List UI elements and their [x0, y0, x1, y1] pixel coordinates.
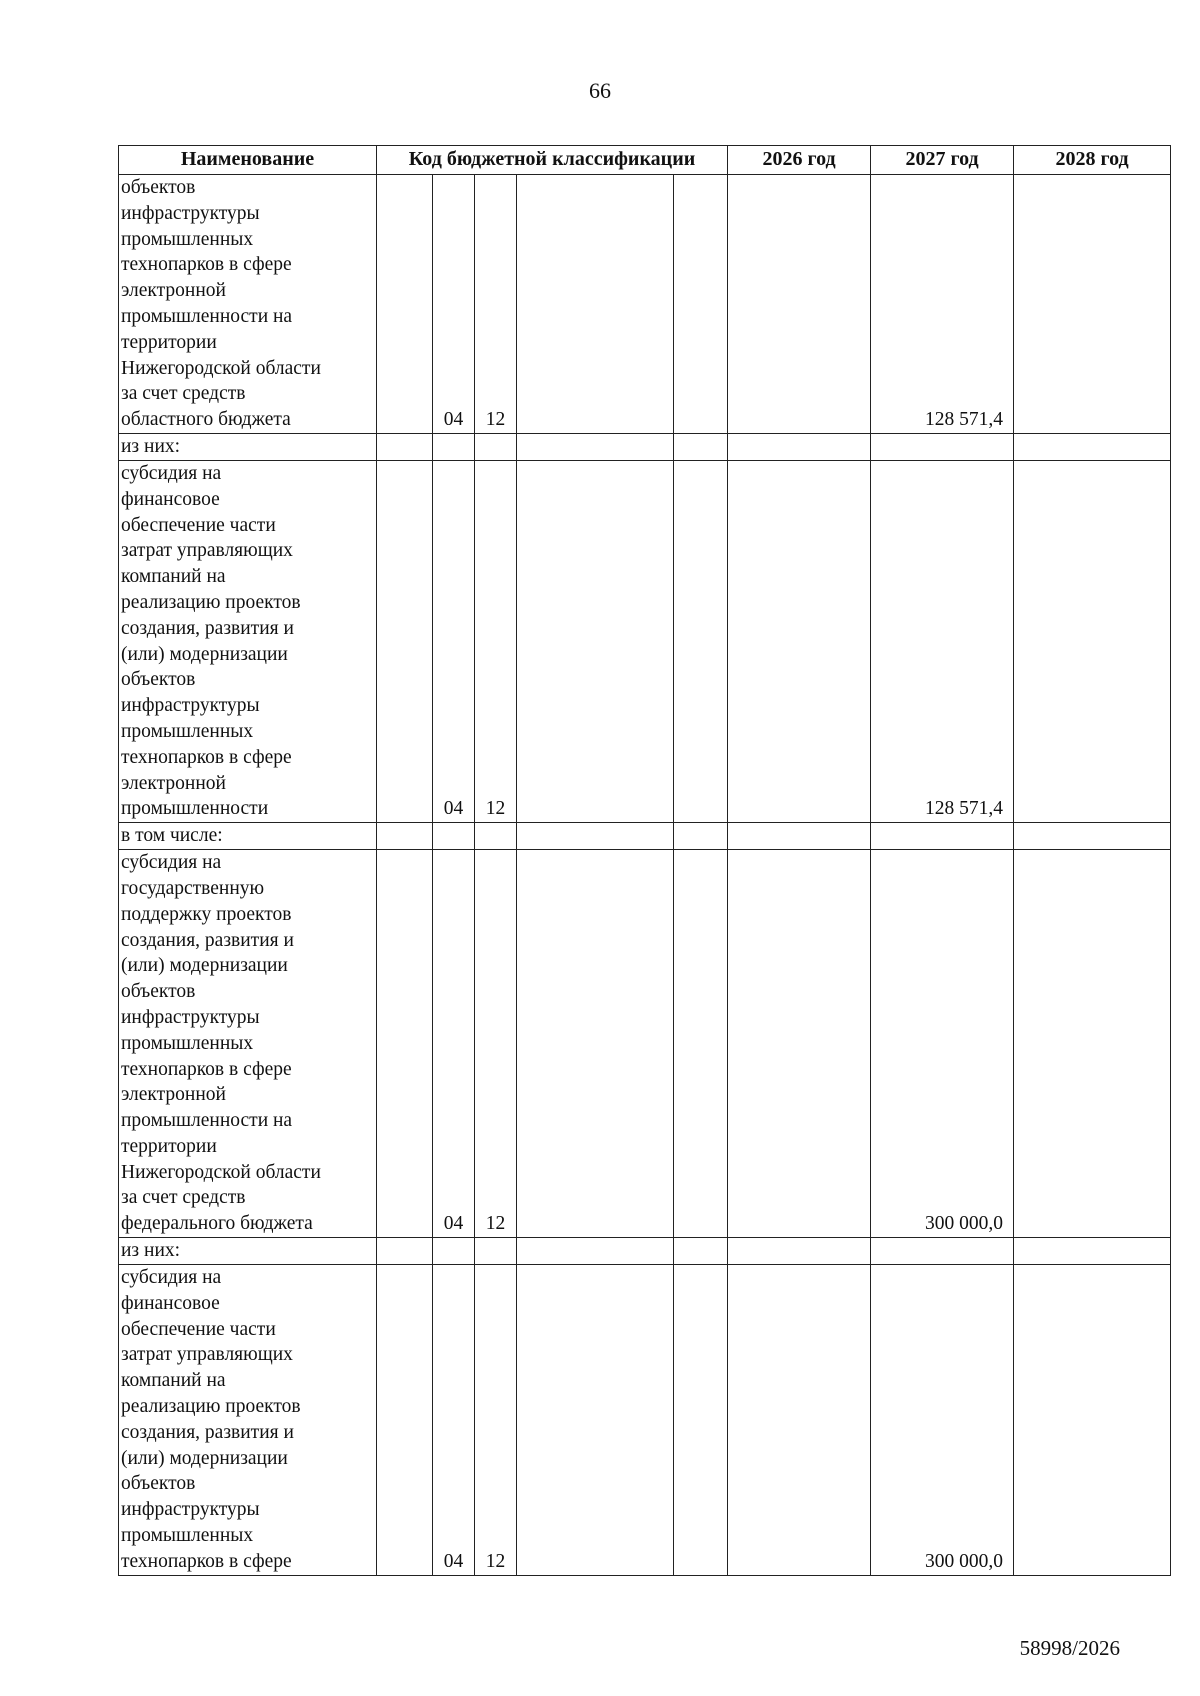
code-cell-subsection: [475, 433, 517, 460]
code-cell-expense-type: [674, 823, 728, 850]
code-cell-target: [517, 850, 674, 1238]
code-cell-section: [433, 823, 475, 850]
code-cell-section-text: 04: [443, 1213, 464, 1235]
row-name-cell-text: из них:: [121, 435, 181, 457]
table-row: [119, 460, 1171, 822]
amount-2026-cell: [728, 1265, 871, 1576]
code-cell-subsection: [475, 850, 517, 1238]
code-cell-1: [377, 1238, 433, 1265]
table-row: [119, 433, 1171, 460]
row-name-cell: [119, 1238, 377, 1265]
code-cell-subsection-text: 12: [485, 798, 506, 820]
table-row: [119, 175, 1171, 434]
code-cell-subsection-text: 12: [485, 409, 506, 431]
row-name-cell: [119, 1265, 377, 1576]
amount-2026-cell: [728, 850, 871, 1238]
row-name-cell: [119, 850, 377, 1238]
amount-2026-cell: [728, 175, 871, 434]
row-name-cell-text: субсидия на финансовое обеспечение части затрат управляющих компаний на реализацию проектов создания, развития и (или) модернизации объектов инфраструктуры промышленных технопарков в сфере: [121, 1267, 301, 1572]
amount-2027-cell: [871, 823, 1014, 850]
code-cell-subsection: [475, 1265, 517, 1576]
amount-2028-cell: [1014, 175, 1171, 434]
code-cell-expense-type: [674, 1238, 728, 1265]
code-cell-section-text: 04: [443, 409, 464, 431]
code-cell-section-text: 04: [443, 1550, 464, 1572]
header-2027: 2027 год: [871, 146, 1014, 175]
code-cell-1: [377, 175, 433, 434]
code-cell-subsection: [475, 823, 517, 850]
amount-2027-cell-text: 128 571,4: [925, 409, 1004, 431]
code-cell-section: [433, 1265, 475, 1576]
header-code: Код бюджетной классификации: [377, 146, 728, 175]
table-header-row: [119, 146, 1171, 175]
code-cell-expense-type: [674, 460, 728, 822]
row-name-cell: [119, 823, 377, 850]
header-name: Наименование: [119, 146, 377, 175]
amount-2026-cell: [728, 433, 871, 460]
code-cell-1: [377, 850, 433, 1238]
code-cell-expense-type: [674, 850, 728, 1238]
code-cell-target: [517, 1238, 674, 1265]
document-number: 58998/2026: [1019, 1636, 1120, 1660]
code-cell-1: [377, 433, 433, 460]
table-row: [119, 823, 1171, 850]
amount-2028-cell: [1014, 850, 1171, 1238]
table-row: [119, 850, 1171, 1238]
amount-2027-cell: [871, 1265, 1014, 1576]
page-number: 66: [589, 78, 611, 103]
code-cell-subsection: [475, 1238, 517, 1265]
table-body: [119, 175, 1171, 1576]
code-cell-1: [377, 1265, 433, 1576]
code-cell-expense-type: [674, 433, 728, 460]
header-2028: 2028 год: [1014, 146, 1171, 175]
code-cell-section: [433, 1238, 475, 1265]
code-cell-target: [517, 1265, 674, 1576]
row-name-cell-text: в том числе:: [121, 825, 223, 847]
code-cell-section-text: 04: [443, 798, 464, 820]
amount-2028-cell: [1014, 433, 1171, 460]
row-name-cell-text: из них:: [121, 1240, 181, 1262]
budget-table: [118, 145, 1171, 1576]
row-name-cell-text: субсидия на государственную поддержку проектов создания, развития и (или) модернизации объектов инфраструктуры промышленных технопарков в сфере электронной промышленности на территории Нижегородской области за счет средств федерального бюджета: [121, 852, 321, 1235]
amount-2027-cell: [871, 850, 1014, 1238]
row-name-cell: [119, 175, 377, 434]
amount-2028-cell: [1014, 1238, 1171, 1265]
code-cell-subsection: [475, 175, 517, 434]
amount-2026-cell: [728, 823, 871, 850]
table-row: [119, 1265, 1171, 1576]
amount-2027-cell: [871, 1238, 1014, 1265]
row-name-cell: [119, 433, 377, 460]
code-cell-section: [433, 850, 475, 1238]
header-2026: 2026 год: [728, 146, 871, 175]
amount-2028-cell: [1014, 823, 1171, 850]
amount-2026-cell: [728, 460, 871, 822]
amount-2027-cell-text: 128 571,4: [925, 798, 1004, 820]
row-name-cell: [119, 460, 377, 822]
code-cell-1: [377, 823, 433, 850]
code-cell-section: [433, 460, 475, 822]
amount-2027-cell: [871, 175, 1014, 434]
code-cell-subsection-text: 12: [485, 1550, 506, 1572]
code-cell-target: [517, 460, 674, 822]
code-cell-subsection: [475, 460, 517, 822]
code-cell-subsection-text: 12: [485, 1213, 506, 1235]
amount-2026-cell: [728, 1238, 871, 1265]
amount-2027-cell-text: 300 000,0: [925, 1213, 1004, 1235]
code-cell-1: [377, 460, 433, 822]
code-cell-expense-type: [674, 175, 728, 434]
code-cell-target: [517, 175, 674, 434]
amount-2027-cell: [871, 433, 1014, 460]
table-row: [119, 1238, 1171, 1265]
code-cell-section: [433, 433, 475, 460]
code-cell-target: [517, 433, 674, 460]
code-cell-target: [517, 823, 674, 850]
code-cell-expense-type: [674, 1265, 728, 1576]
amount-2027-cell: [871, 460, 1014, 822]
code-cell-section: [433, 175, 475, 434]
amount-2028-cell: [1014, 1265, 1171, 1576]
row-name-cell-text: объектов инфраструктуры промышленных технопарков в сфере электронной промышленности на территории Нижегородской области за счет средств областного бюджета: [121, 177, 321, 431]
amount-2027-cell-text: 300 000,0: [925, 1550, 1004, 1572]
amount-2028-cell: [1014, 460, 1171, 822]
row-name-cell-text: субсидия на финансовое обеспечение части затрат управляющих компаний на реализацию проектов создания, развития и (или) модернизации объектов инфраструктуры промышленных технопарков в сфере электронной промышленности: [121, 462, 301, 820]
